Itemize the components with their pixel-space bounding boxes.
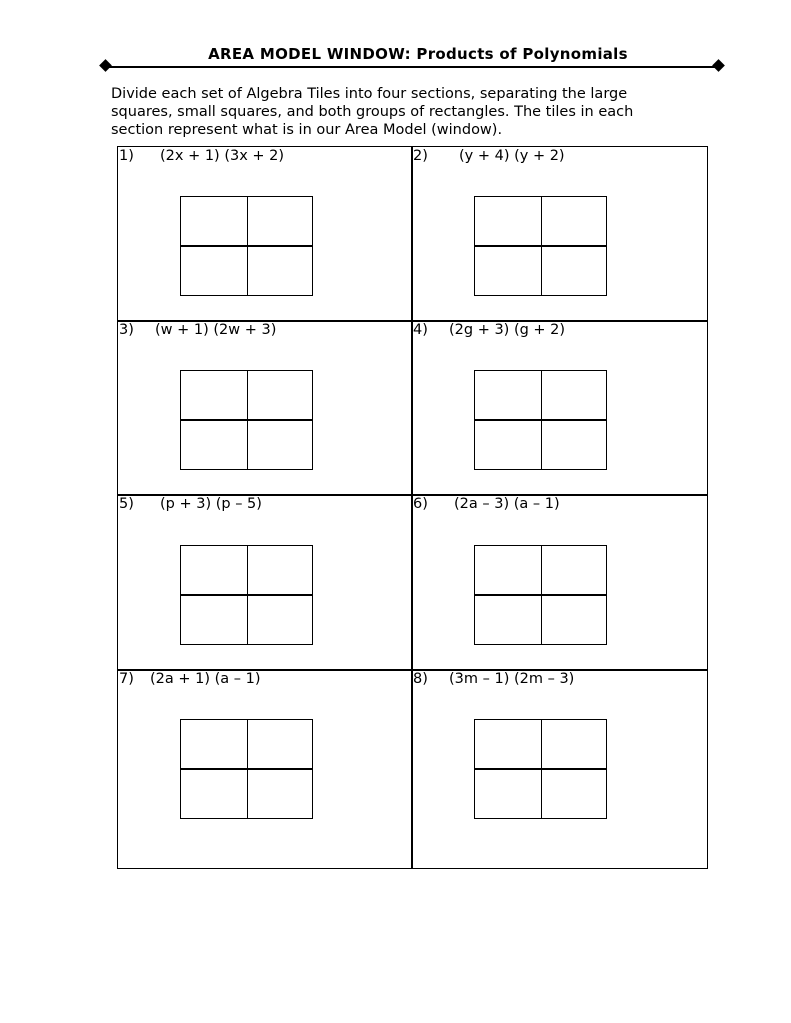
page-title: AREA MODEL WINDOW: Products of Polynomials (208, 45, 628, 63)
problem-label (119, 322, 276, 338)
area-model-window (180, 545, 313, 645)
problem-cell-3 (118, 321, 412, 495)
problem-number: 7) (119, 671, 134, 687)
instructions-line: Divide each set of Algebra Tiles into four sections, separating the large (111, 86, 628, 102)
problem-expression: (2a + 1) (a – 1) (150, 671, 261, 687)
problem-label (413, 148, 565, 164)
problem-number: 1) (119, 148, 134, 164)
problem-number: 5) (119, 496, 134, 512)
problem-cell-1 (118, 147, 412, 321)
problem-expression: (2x + 1) (3x + 2) (160, 148, 285, 164)
problem-label (119, 671, 261, 687)
area-model-window (474, 196, 607, 296)
problem-expression: (p + 3) (p – 5) (160, 496, 262, 512)
problem-number: 3) (119, 322, 134, 338)
area-model-window (474, 719, 607, 819)
problem-cell-7 (118, 670, 412, 868)
problem-expression: (3m – 1) (2m – 3) (449, 671, 575, 687)
instructions-line: squares, small squares, and both groups of rectangles. The tiles in each (111, 104, 634, 120)
problem-number: 2) (413, 148, 428, 164)
area-model-window (474, 370, 607, 470)
problem-cell-2 (412, 147, 707, 321)
problem-expression: (w + 1) (2w + 3) (155, 322, 277, 338)
problem-label (413, 496, 560, 512)
problem-cell-5 (118, 495, 412, 670)
problem-cell-8 (412, 670, 707, 868)
problem-expression: (y + 4) (y + 2) (459, 148, 565, 164)
problem-label (119, 148, 284, 164)
problem-cell-4 (412, 321, 707, 495)
instructions-line: section represent what is in our Area Model (window). (111, 122, 503, 138)
area-model-window (180, 719, 313, 819)
area-model-window (474, 545, 607, 645)
problem-cell-6 (412, 495, 707, 670)
problem-label (119, 496, 262, 512)
problem-expression: (2a – 3) (a – 1) (454, 496, 560, 512)
problem-label (413, 671, 574, 687)
problem-label (413, 322, 565, 338)
problem-expression: (2g + 3) (g + 2) (449, 322, 566, 338)
title-rule (105, 66, 719, 68)
area-model-window (180, 370, 313, 470)
problems-grid (117, 146, 708, 869)
problem-number: 4) (413, 322, 428, 338)
problem-number: 8) (413, 671, 428, 687)
area-model-window (180, 196, 313, 296)
instructions (111, 85, 711, 139)
problem-number: 6) (413, 496, 428, 512)
